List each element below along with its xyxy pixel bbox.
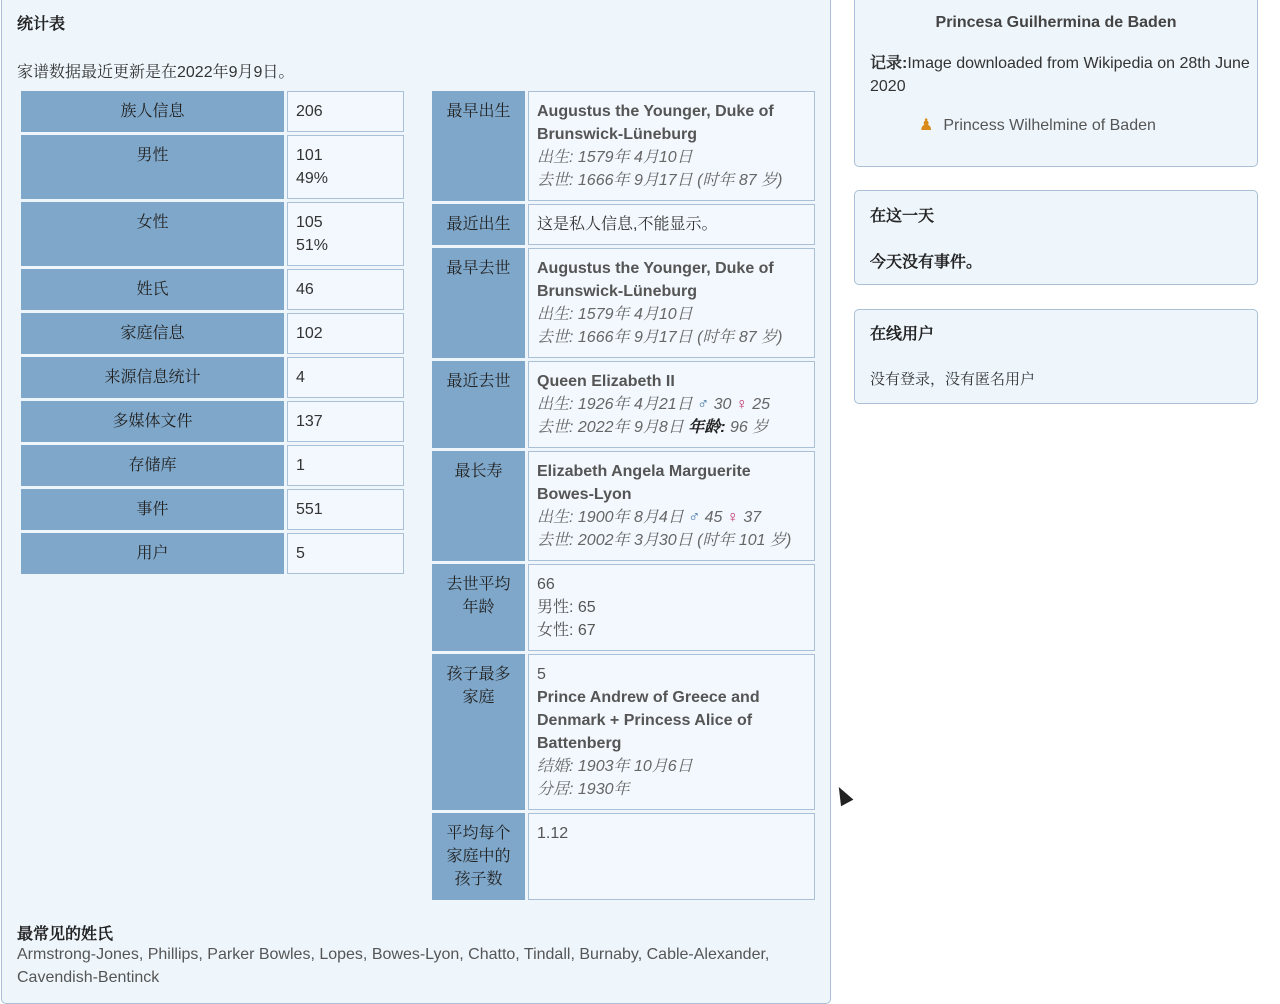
stat-label: 族人信息 — [21, 91, 284, 132]
father-age: 45 — [704, 509, 723, 526]
stat-label: 来源信息统计 — [21, 357, 284, 398]
stat-row — [21, 91, 404, 132]
stat-label: 多媒体文件 — [21, 401, 284, 442]
photo-panel — [854, 0, 1258, 167]
person-icon: ♟ — [919, 117, 934, 134]
event-value: 1930年 — [577, 781, 630, 798]
record-row — [432, 248, 815, 358]
person-link[interactable]: Augustus the Younger, Duke of Brunswick-Lüneburg — [537, 260, 774, 300]
last-updated-text: 家谱数据最近更新是在2022年9月9日。 — [17, 64, 295, 81]
stat-value — [287, 401, 404, 442]
person-link[interactable]: Queen Elizabeth II — [537, 373, 675, 390]
event-key: 去世: — [537, 172, 574, 189]
father-age: 30 — [713, 396, 732, 413]
event-value: 1926年 4月21日 — [577, 396, 693, 413]
stat-row — [21, 533, 404, 574]
record-row — [432, 654, 815, 810]
female-icon: ♀ — [735, 396, 748, 413]
age-value: 96 岁 — [730, 419, 769, 436]
event-key: 出生: — [537, 149, 574, 166]
event-key: 去世: — [537, 419, 574, 436]
stat-label: 姓氏 — [21, 269, 284, 310]
stat-row — [21, 135, 404, 199]
stat-value-line: 4 — [296, 369, 305, 386]
record-row — [432, 204, 815, 245]
mother-age: 25 — [752, 396, 771, 413]
records-table — [429, 88, 818, 903]
surnames-title: 最常见的姓氏 — [17, 926, 114, 943]
on-this-day-title: 在这一天 — [870, 208, 935, 225]
age-label: 年龄: — [688, 419, 726, 436]
on-this-day-text: 今天没有事件。 — [870, 254, 983, 271]
stat-value-line: 101 — [296, 147, 323, 164]
stat-value-line: 137 — [296, 413, 323, 430]
statistics-panel — [1, 0, 831, 1004]
person-link[interactable]: Prince Andrew of Greece and Denmark + Princess Alice of Battenberg — [537, 689, 760, 752]
record-label: 最近出生 — [432, 204, 525, 245]
stat-row — [21, 445, 404, 486]
record-label: 最早去世 — [432, 248, 525, 358]
record-value — [528, 451, 815, 561]
record-value — [528, 813, 815, 900]
stat-value — [287, 533, 404, 574]
event-key: 出生: — [537, 396, 574, 413]
event-value: 2022年 9月8日 — [577, 419, 684, 436]
event-value: 1666年 9月17日 (时年 87 岁) — [577, 172, 783, 189]
note-text: Image downloaded from Wikipedia on 28th June 2020 — [870, 55, 1250, 95]
stat-row — [21, 313, 404, 354]
record-text: 女性: 67 — [537, 622, 596, 639]
stat-row — [21, 401, 404, 442]
person-link[interactable]: Elizabeth Angela Marguerite Bowes-Lyon — [537, 463, 751, 503]
online-users-title: 在线用户 — [870, 326, 935, 343]
event-key: 分居: — [537, 781, 574, 798]
event-line — [537, 393, 806, 416]
event-value: 2002年 3月30日 (时年 101 岁) — [577, 532, 792, 549]
event-line — [537, 169, 806, 192]
note-label: 记录: — [870, 55, 908, 72]
event-key: 结婚: — [537, 758, 574, 775]
record-value — [528, 361, 815, 448]
event-value: 1579年 4月10日 — [577, 306, 693, 323]
record-count: 5 — [537, 666, 546, 683]
male-icon: ♂ — [697, 396, 710, 413]
mouse-cursor — [833, 784, 854, 806]
record-label: 最长寿 — [432, 451, 525, 561]
record-text: 1.12 — [537, 825, 569, 842]
stat-value — [287, 445, 404, 486]
surnames-list[interactable]: Armstrong-Jones, Phillips, Parker Bowles, Lopes, Bowes-Lyon, Chatto, Tindall, Burnaby, Cable-Alexander, Cavendish-Bentinck — [17, 946, 770, 986]
record-row — [432, 451, 815, 561]
stat-row — [21, 269, 404, 310]
stat-row — [21, 357, 404, 398]
on-this-day-panel — [854, 190, 1258, 285]
event-key: 去世: — [537, 532, 574, 549]
stat-value — [287, 202, 404, 266]
event-line — [537, 326, 806, 349]
event-key: 出生: — [537, 306, 574, 323]
record-text: 66 — [537, 576, 555, 593]
event-line — [537, 303, 806, 326]
stat-value — [287, 313, 404, 354]
record-text: 男性: 65 — [537, 599, 596, 616]
record-value — [528, 564, 815, 651]
record-value — [528, 204, 815, 245]
stat-value-line: 102 — [296, 325, 323, 342]
person-link[interactable]: Augustus the Younger, Duke of Brunswick-Lüneburg — [537, 103, 774, 143]
person-link[interactable]: ♟ Princess Wilhelmine of Baden — [919, 117, 1156, 134]
stat-value — [287, 135, 404, 199]
record-label: 去世平均年龄 — [432, 564, 525, 651]
online-users-panel — [854, 309, 1258, 404]
record-row — [432, 361, 815, 448]
record-row — [432, 813, 815, 900]
event-value: 1900年 8月4日 — [577, 509, 684, 526]
event-line — [537, 755, 806, 778]
record-value — [528, 654, 815, 810]
female-icon: ♀ — [726, 509, 739, 526]
event-value: 1666年 9月17日 (时年 87 岁) — [577, 329, 783, 346]
stat-value — [287, 489, 404, 530]
record-text: 这是私人信息,不能显示。 — [537, 216, 718, 233]
statistics-title: 统计表 — [17, 16, 66, 33]
stat-value-line: 49% — [296, 170, 329, 187]
record-row — [432, 91, 815, 201]
stat-value — [287, 357, 404, 398]
stat-label: 男性 — [21, 135, 284, 199]
event-key: 去世: — [537, 329, 574, 346]
stat-row — [21, 489, 404, 530]
summary-table — [18, 88, 407, 577]
stat-row — [21, 202, 404, 266]
stat-value-line: 1 — [296, 457, 305, 474]
stat-label: 事件 — [21, 489, 284, 530]
stat-value — [287, 269, 404, 310]
record-label: 平均每个家庭中的孩子数 — [432, 813, 525, 900]
stat-label: 家庭信息 — [21, 313, 284, 354]
stat-label: 存储库 — [21, 445, 284, 486]
online-users-text: 没有登录，没有匿名用户 — [870, 371, 1036, 388]
event-key: 出生: — [537, 509, 574, 526]
event-line — [537, 778, 806, 801]
stat-value-line: 551 — [296, 501, 323, 518]
event-line — [537, 529, 806, 552]
event-value: 1903年 10月6日 — [577, 758, 693, 775]
stat-label: 女性 — [21, 202, 284, 266]
record-value — [528, 248, 815, 358]
photo-caption: Princesa Guilhermina de Baden — [935, 14, 1177, 31]
record-value — [528, 91, 815, 201]
event-line — [537, 416, 806, 439]
stat-value-line: 51% — [296, 237, 329, 254]
stat-label: 用户 — [21, 533, 284, 574]
record-row — [432, 564, 815, 651]
stat-value-line: 206 — [296, 103, 323, 120]
record-label: 最早出生 — [432, 91, 525, 201]
stat-value-line: 5 — [296, 545, 305, 562]
event-line — [537, 146, 806, 169]
stat-value — [287, 91, 404, 132]
stat-value-line: 105 — [296, 214, 323, 231]
record-label: 孩子最多家庭 — [432, 654, 525, 810]
event-line — [537, 506, 806, 529]
male-icon: ♂ — [688, 509, 701, 526]
mother-age: 37 — [743, 509, 762, 526]
event-value: 1579年 4月10日 — [577, 149, 693, 166]
stat-value-line: 46 — [296, 281, 314, 298]
record-label: 最近去世 — [432, 361, 525, 448]
